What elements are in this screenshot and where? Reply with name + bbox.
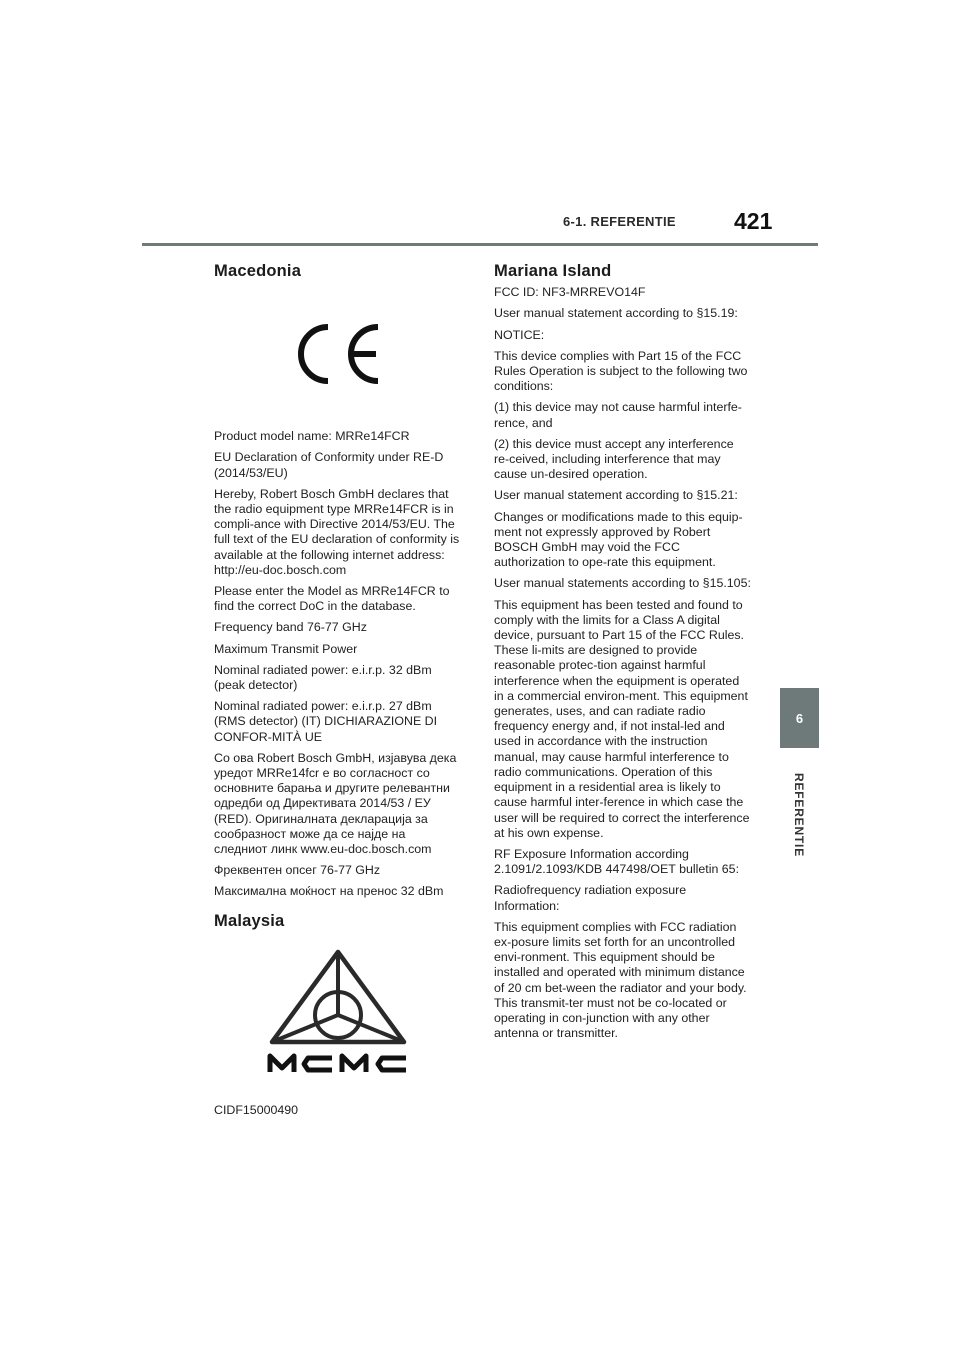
paragraph: Hereby, Robert Bosch GmbH declares that the radio equipment type MRRe14FCR is in compli-ance with Directive 2014/53/EU. The full text of the EU declaration of conformity is available at the following internet address: http://eu-doc.bosch.com [214,486,460,577]
paragraph: User manual statements according to §15.105: [494,576,751,591]
paragraph: This equipment complies with FCC radiation ex-posure limits set forth for an uncontrolled envi-ronment. This equipment should be installed and operated with minimum distance of 20 cm bet-ween the radiator and your body. This transmit-ter must not be co-located or operating in con-junction with any other antenna or transmitter. [494,919,747,1041]
paragraph: User manual statement according to §15.19: [494,306,738,321]
paragraph: NOTICE: [494,327,545,342]
header-divider [142,243,818,246]
paragraph: RF Exposure Information according 2.1091/2.1093/KDB 447498/OET bulletin 65: [494,846,740,877]
page-number: 421 [734,208,773,234]
mariana-text [494,285,751,1041]
cidf-number: CIDF15000490 [214,1102,299,1117]
paragraph: Please enter the Model as MRRe14FCR to find the correct DoC in the database. [214,584,450,614]
paragraph: Со ова Robert Bosch GmbH, изјавува дека уредот MRRe14fcr е во согласност со основните барања и другите релевантни одредби од Директивата 2014/53 / ЕУ (RED). Оригиналната декларација за сообразност може да се најде на следниот линк www.eu-doc.bosch.com [214,750,457,857]
ce-logo-container [214,279,462,429]
paragraph: EU Declaration of Conformity under RE-D (2014/53/EU) [214,450,444,480]
section-title: 6-1. REFERENTIE [563,214,676,229]
paragraph: Maximum Transmit Power [214,641,358,656]
chapter-label: REFERENTIE [792,772,806,857]
paragraph: (2) this device must accept any interference re-ceived, including interference that may cause un-desired operation. [494,436,734,482]
paragraph: Nominal radiated power: e.i.r.p. 27 dBm (RMS detector) (IT) DICHIARAZIONE DI CONFOR-MITÀ UE [214,699,438,744]
macedonia-text [214,429,462,899]
macedonia-heading: Macedonia [214,262,302,280]
paragraph: Changes or modifications made to this equip-ment not expressly approved by Robert BOSCH GmbH may void the FCC authorization to ope-rate this equipment. [494,509,743,570]
mariana-heading: Mariana Island [494,262,612,280]
paragraph: (1) this device may not cause harmful interfe-rence, and [494,400,742,430]
ce-mark-icon [290,321,386,387]
left-column [214,264,462,1124]
malaysia-heading: Malaysia [214,911,285,930]
paragraph: FCC ID: NF3-MRREVO14F [494,285,646,300]
paragraph: User manual statement according to §15.21: [494,488,738,503]
paragraph: Максимална моќност на пренос 32 dBm [214,884,444,899]
right-column [494,264,751,1047]
paragraph: Product model name: MRRe14FCR [214,429,410,444]
paragraph: Nominal radiated power: e.i.r.p. 32 dBm (peak detector) [214,662,432,693]
mcmc-logo-icon [264,948,412,1076]
paragraph: This equipment has been tested and found to comply with the limits for a Class A digital device, pursuant to Part 15 of the FCC Rules. These li-mits are designed to provide reasonable protec-tion against harmful interference when the equipment is operated in a commercial environ-ment. This equipment generates, uses, and can radiate radio frequency energy and, if not instal-led and used in accordance with the instruction manual, may cause harmful interference to radio communications. Operation of this equipment in a residential area is likely to cause harmful inter-ference in which case the user will be required to correct the interference at his own expense. [494,597,750,840]
chapter-number: 6 [795,710,804,726]
mcmc-logo-container [214,937,462,1087]
paragraph: This device complies with Part 15 of the FCC Rules Operation is subject to the following two conditions: [494,348,748,394]
paragraph: Radiofrequency radiation exposure Information: [494,883,687,913]
paragraph: Фреквентен опсег 76-77 GHz [214,863,381,878]
paragraph: Frequency band 76-77 GHz [214,620,367,635]
chapter-tab[interactable] [780,688,819,748]
